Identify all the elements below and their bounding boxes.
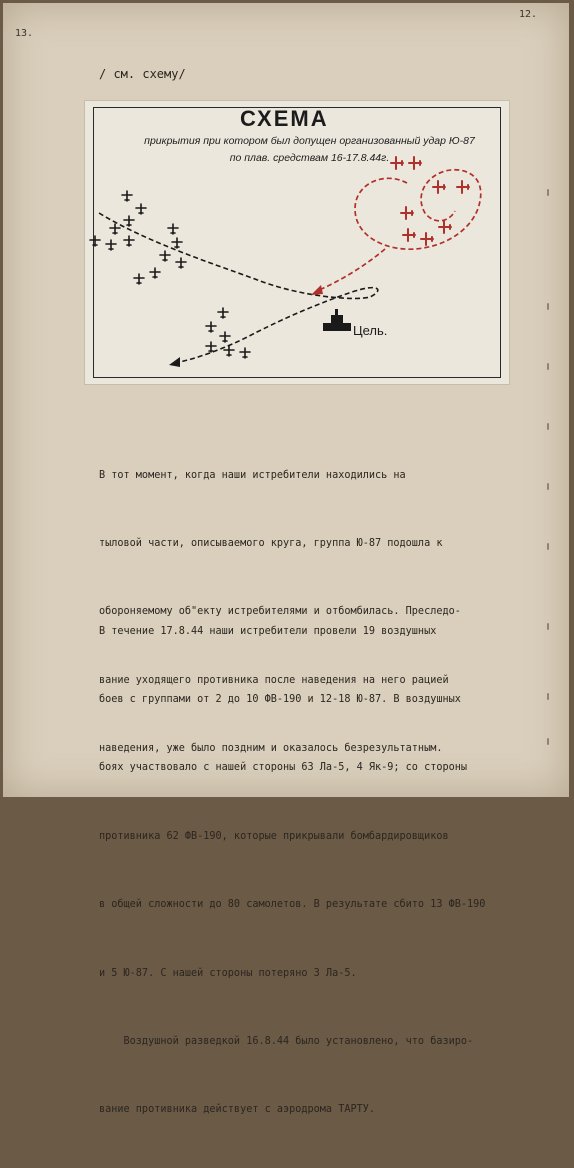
- diagram-title: СХЕМА: [240, 106, 329, 131]
- scheme-reference: / см. схему/: [99, 67, 186, 81]
- text-line: и 5 Ю-87. С нашей стороны потеряно 3 Ла-5.: [99, 967, 357, 979]
- text-line: тыловой части, описываемого круга, группа Ю-87 подошла к: [99, 537, 443, 549]
- text-line: вание противника действует с аэродрома ТАРТУ.: [99, 1104, 376, 1116]
- target-label: Цель.: [353, 323, 388, 338]
- text-line: противника 62 ФВ-190, которые прикрывали бомбардировщиков: [99, 830, 449, 842]
- enemy-arrow-head: [169, 357, 180, 367]
- target-ship-icon: [323, 309, 351, 331]
- paragraph-2: [99, 575, 539, 1168]
- text-line: вание уходящего противника после наведения на него рацией: [99, 674, 449, 686]
- text-line: боях участвовало с нашей стороны 63 Ла-5, 4 Як-9; со стороны: [99, 762, 468, 774]
- diagram-drawing: [85, 101, 509, 384]
- page-number-right: 12.: [518, 9, 537, 20]
- fighter-arrow-head: [311, 285, 323, 295]
- enemy-planes: [90, 191, 250, 358]
- text-line: В течение 17.8.44 наши истребители провели 19 воздушных: [99, 625, 437, 637]
- diagram-subtitle: прикрытия при котором был допущен организованный удар Ю-87 по плав. средствам 16-17.8.44г.: [144, 135, 475, 164]
- document-page: [3, 3, 569, 1116]
- page-number-left: 13.: [15, 28, 34, 39]
- scheme-diagram: [85, 101, 509, 384]
- text-line: в общей сложности до 80 самолетов. В результате сбито 13 ФВ-190: [99, 899, 486, 911]
- text-line: Воздушной разведкой 16.8.44 было установлено, что базиро-: [99, 1035, 474, 1047]
- fighter-route-path: [317, 249, 385, 291]
- binding-holes: [547, 3, 555, 797]
- text-line: наведения, уже было поздним и оказалось безрезультатным.: [99, 743, 443, 755]
- text-line: боев с группами от 2 до 10 ФВ-190 и 12-18 Ю-87. В воздушных: [99, 693, 461, 705]
- enemy-route-path: [99, 213, 378, 363]
- text-line: обороняемому об"екту истребителями и отбомбилась. Преследо-: [99, 606, 461, 618]
- text-line: В тот момент, когда наши истребители находились на: [99, 469, 406, 481]
